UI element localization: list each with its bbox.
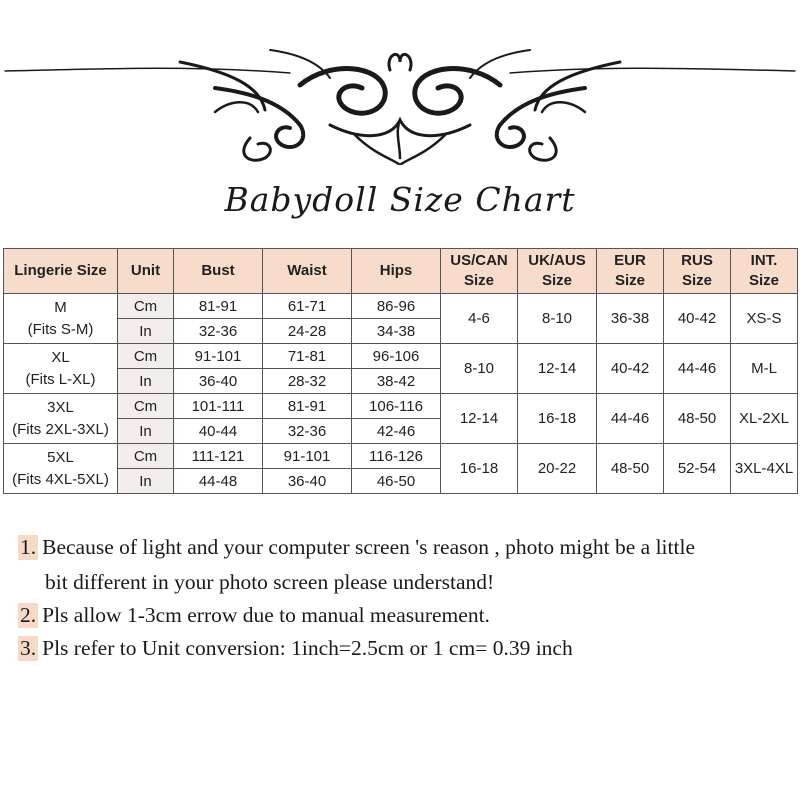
unit-cell: Cm [118,344,174,369]
waist-cell: 24-28 [263,319,352,344]
hips-cell: 86-96 [352,294,441,319]
table-row [4,444,798,469]
bust-cell: 111-121 [174,444,263,469]
unit-cell: In [118,419,174,444]
col-header: RUS Size [664,249,731,294]
rus-size-cell: 40-42 [664,294,731,344]
col-header: Lingerie Size [4,249,118,294]
col-header: UK/AUS Size [518,249,597,294]
col-header: US/CAN Size [441,249,518,294]
fits-label: (Fits L-XL) [25,370,96,388]
uk-size-cell: 12-14 [518,344,597,394]
waist-cell: 32-36 [263,419,352,444]
note-text: Because of light and your computer screen 's reason , photo might be a little [42,535,695,559]
unit-cell: Cm [118,444,174,469]
size-cell [4,344,118,394]
table-header-row [4,249,798,294]
eur-size-cell: 36-38 [597,294,664,344]
bust-cell: 32-36 [174,319,263,344]
col-header: INT. Size [731,249,798,294]
note-item [18,603,798,628]
rus-size-cell: 52-54 [664,444,731,494]
col-header: Bust [174,249,263,294]
us-size-cell: 4-6 [441,294,518,344]
note-number: 1. [20,535,37,559]
bust-cell: 81-91 [174,294,263,319]
unit-cell: Cm [118,394,174,419]
unit-cell: Cm [118,294,174,319]
eur-size-cell: 40-42 [597,344,664,394]
note-item [18,636,798,661]
fits-label: (Fits 4XL-5XL) [12,470,109,488]
bust-cell: 101-111 [174,394,263,419]
note-number: 3. [20,636,37,660]
size-label: M [54,298,67,316]
bust-cell: 36-40 [174,369,263,394]
hips-cell: 96-106 [352,344,441,369]
note-text: Pls refer to Unit conversion: 1inch=2.5cm or 1 cm= 0.39 inch [42,636,573,660]
hips-cell: 38-42 [352,369,441,394]
waist-cell: 91-101 [263,444,352,469]
fits-label: (Fits 2XL-3XL) [12,420,109,438]
unit-cell: In [118,369,174,394]
int-size-cell: 3XL-4XL [731,444,798,494]
table-row [4,394,798,419]
int-size-cell: XL-2XL [731,394,798,444]
us-size-cell: 12-14 [441,394,518,444]
col-header: Unit [118,249,174,294]
note-text-continued: bit different in your photo screen please understand! [45,570,495,594]
hips-cell: 46-50 [352,469,441,494]
us-size-cell: 8-10 [441,344,518,394]
hips-cell: 106-116 [352,394,441,419]
waist-cell: 28-32 [263,369,352,394]
size-chart-table [3,248,798,494]
decorative-scroll-ornament [0,40,800,165]
waist-cell: 36-40 [263,469,352,494]
note-text: Pls allow 1-3cm errow due to manual measurement. [42,603,490,627]
col-header: EUR Size [597,249,664,294]
waist-cell: 71-81 [263,344,352,369]
note-item [18,535,798,595]
eur-size-cell: 48-50 [597,444,664,494]
col-header: Hips [352,249,441,294]
uk-size-cell: 16-18 [518,394,597,444]
uk-size-cell: 8-10 [518,294,597,344]
rus-size-cell: 44-46 [664,344,731,394]
int-size-cell: M-L [731,344,798,394]
table-row [4,344,798,369]
size-cell [4,444,118,494]
bust-cell: 44-48 [174,469,263,494]
us-size-cell: 16-18 [441,444,518,494]
size-label: 3XL [47,398,74,416]
fits-label: (Fits S-M) [27,320,94,338]
size-label: 5XL [47,448,74,466]
hips-cell: 34-38 [352,319,441,344]
note-number: 2. [20,603,37,627]
unit-cell: In [118,319,174,344]
hips-cell: 42-46 [352,419,441,444]
int-size-cell: XS-S [731,294,798,344]
page-title: Babydoll Size Chart [224,180,576,219]
rus-size-cell: 48-50 [664,394,731,444]
uk-size-cell: 20-22 [518,444,597,494]
hips-cell: 116-126 [352,444,441,469]
notes-section [18,535,798,669]
bust-cell: 91-101 [174,344,263,369]
bust-cell: 40-44 [174,419,263,444]
unit-cell: In [118,469,174,494]
size-label: XL [51,348,70,366]
size-cell [4,394,118,444]
col-header: Waist [263,249,352,294]
waist-cell: 81-91 [263,394,352,419]
table-row [4,294,798,319]
eur-size-cell: 44-46 [597,394,664,444]
size-cell [4,294,118,344]
waist-cell: 61-71 [263,294,352,319]
